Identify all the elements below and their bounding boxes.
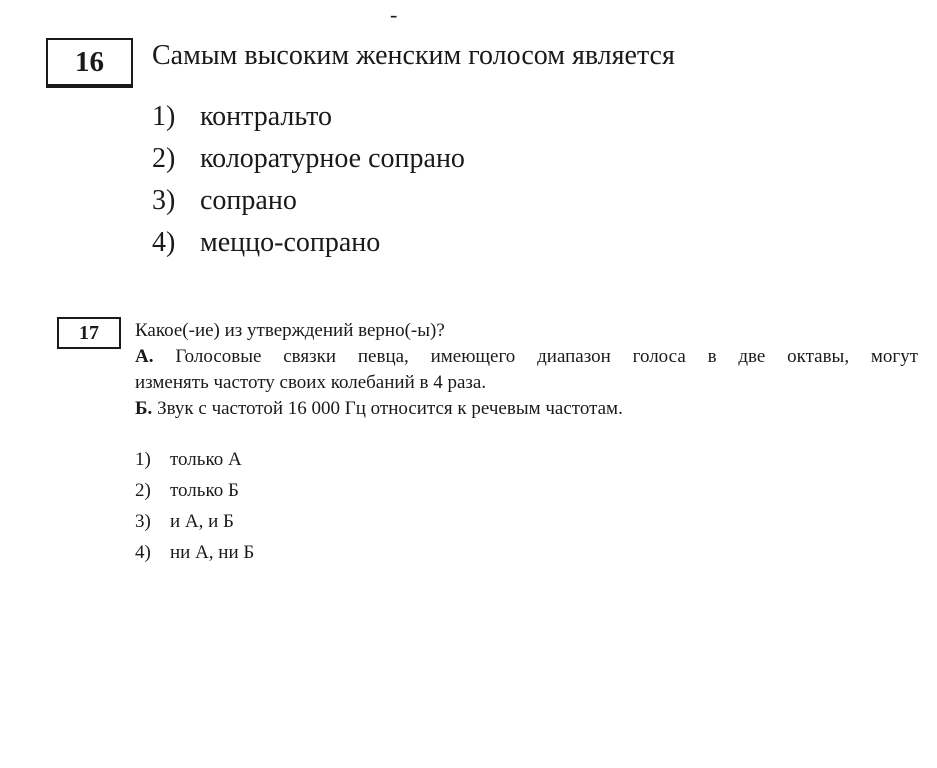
option-number: 3) (135, 511, 151, 532)
statement-a-line-2: изменять частоту своих колебаний в 4 раза. (135, 372, 487, 393)
top-dash-mark: - (390, 2, 398, 27)
option-text: и А, и Б (170, 511, 234, 532)
option-number: 1) (135, 449, 151, 470)
statement-b-label: Б. (135, 398, 153, 419)
option-number: 1) (152, 101, 176, 132)
statement-a-line-1 (135, 344, 918, 370)
question-17-options (135, 444, 254, 568)
statement-a-label: А. (135, 346, 154, 367)
question-17-stem: Какое(-ие) из утверждений верно(-ы)? (135, 320, 445, 341)
statement-b-text: Звук с частотой 16 000 Гц относится к речевым частотам. (157, 398, 623, 419)
option-text: только Б (170, 480, 239, 501)
question-16-option-4[interactable] (152, 222, 465, 264)
question-17-option-2[interactable] (135, 475, 254, 506)
option-number: 4) (152, 227, 176, 258)
question-17-option-4[interactable] (135, 537, 254, 568)
option-text: колоратурное сопрано (200, 143, 465, 174)
question-16-option-2[interactable] (152, 138, 465, 180)
statement-b (135, 396, 918, 422)
option-number: 3) (152, 185, 176, 216)
question-17-option-1[interactable] (135, 444, 254, 475)
option-text: контральто (200, 101, 332, 132)
question-16-option-1[interactable] (152, 96, 465, 138)
option-number: 4) (135, 542, 151, 563)
option-text: только А (170, 449, 242, 470)
statement-a-text: Голосовые связки певца, имеющего диапазон голоса в две октавы, могут (175, 346, 919, 367)
question-16-number-box: 16 (46, 38, 133, 86)
option-number: 2) (135, 480, 151, 501)
question-16-options (152, 96, 465, 264)
question-16-option-3[interactable] (152, 180, 465, 222)
question-16-stem: Самым высоким женским голосом является (152, 40, 675, 71)
question-17-option-3[interactable] (135, 506, 254, 537)
option-text: меццо-сопрано (200, 227, 381, 258)
question-17-number-box: 17 (57, 317, 121, 349)
option-text: сопрано (200, 185, 297, 216)
option-number: 2) (152, 143, 176, 174)
question-17-body (135, 318, 918, 422)
option-text: ни А, ни Б (170, 542, 255, 563)
